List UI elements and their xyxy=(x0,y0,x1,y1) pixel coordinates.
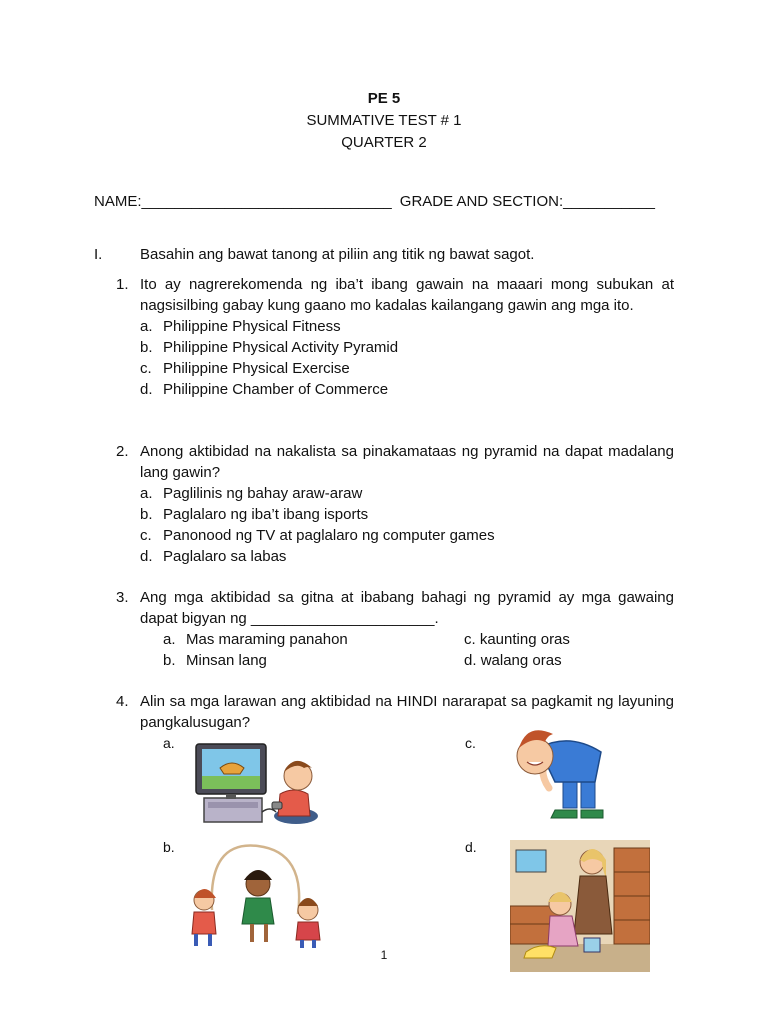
choice-text: Panonood ng TV at paglalaro ng computer games xyxy=(163,527,495,544)
choice-letter: b. xyxy=(140,506,153,523)
choice-text: Philippine Physical Fitness xyxy=(163,318,341,335)
choice-text: walang oras xyxy=(480,652,562,669)
question-1 xyxy=(116,274,674,400)
choice-item xyxy=(464,650,562,671)
question-text: Ang mga aktibidad sa gitna at ibabang bahagi ng pyramid ay mga gawaing dapat bigyan ng ______________________. xyxy=(140,589,674,627)
child-playing-video-games-icon xyxy=(190,736,330,828)
child-stretching-icon xyxy=(505,718,615,822)
choice-item xyxy=(140,316,674,337)
worksheet-header xyxy=(0,88,768,154)
question-2 xyxy=(116,441,674,567)
choice-item xyxy=(140,358,674,379)
choice-letter: a. xyxy=(163,631,176,648)
quarter-title: QUARTER 2 xyxy=(341,134,427,151)
section-instruction xyxy=(94,246,534,263)
student-info-line xyxy=(94,193,684,210)
choice-letter: a. xyxy=(140,485,153,502)
name-field-label: NAME:______________________________ xyxy=(94,193,392,210)
choice-list xyxy=(116,316,674,400)
children-jumping-rope-icon xyxy=(182,840,332,952)
question-text: Alin sa mga larawan ang aktibidad na HINDI nararapat sa pagkamit ng layuning pangkalusugan? xyxy=(140,693,674,731)
question-3 xyxy=(116,587,674,671)
choice-text: Mas maraming panahon xyxy=(186,631,348,648)
grade-section-field-label: GRADE AND SECTION:___________ xyxy=(399,193,655,210)
choice-item xyxy=(140,379,674,400)
question-number: 4. xyxy=(116,693,129,710)
question-number: 3. xyxy=(116,589,129,606)
choice-letter: b. xyxy=(163,652,176,669)
choice-letter: c. xyxy=(140,360,152,377)
choice-letter: a. xyxy=(140,318,153,335)
question-number: 1. xyxy=(116,276,129,293)
picture-choice-letter: c. xyxy=(465,735,476,751)
choice-text: Philippine Physical Activity Pyramid xyxy=(163,339,399,356)
choice-item xyxy=(140,525,674,546)
question-text: Anong aktibidad na nakalista sa pinakamataas ng pyramid na dapat madalang lang gawin? xyxy=(140,443,674,481)
choice-item xyxy=(163,650,267,671)
choice-item xyxy=(163,629,348,650)
question-number: 2. xyxy=(116,443,129,460)
choice-list xyxy=(116,483,674,567)
choice-letter: d. xyxy=(464,652,477,669)
choice-text: Philippine Chamber of Commerce xyxy=(163,381,389,398)
picture-choice-letter: d. xyxy=(465,839,477,855)
picture-choice-letter: a. xyxy=(163,735,175,751)
choice-text: Paglalaro ng iba’t ibang isports xyxy=(163,506,369,523)
choice-text: Philippine Physical Exercise xyxy=(163,360,350,377)
choice-text: Paglalaro sa labas xyxy=(163,548,287,565)
test-title: SUMMATIVE TEST # 1 xyxy=(306,112,462,129)
choice-letter: c. xyxy=(140,527,152,544)
choice-grid xyxy=(163,629,674,671)
choice-item xyxy=(140,337,674,358)
page-number: 1 xyxy=(380,948,388,962)
choice-text: kaunting oras xyxy=(479,631,570,648)
section-instruction-text: Basahin ang bawat tanong at piliin ang titik ng bawat sagot. xyxy=(140,246,535,263)
subject-title: PE 5 xyxy=(367,90,401,107)
choice-text: Paglilinis ng bahay araw-araw xyxy=(163,485,363,502)
section-number: I. xyxy=(94,246,103,263)
choice-item xyxy=(140,546,674,567)
choice-letter: d. xyxy=(140,381,153,398)
choice-item xyxy=(140,483,674,504)
choice-letter: c. xyxy=(464,631,476,648)
choice-item xyxy=(464,629,570,650)
choice-text: Minsan lang xyxy=(186,652,267,669)
choice-letter: b. xyxy=(140,339,153,356)
choice-item xyxy=(140,504,674,525)
choice-letter: d. xyxy=(140,548,153,565)
picture-choice-letter: b. xyxy=(163,839,175,855)
question-text: Ito ay nagrerekomenda ng iba’t ibang gawain na maaari mong subukan at nagsisilbing gabay kung gaano mo kadalas kailangang gawin ang mga ito. xyxy=(140,276,674,314)
